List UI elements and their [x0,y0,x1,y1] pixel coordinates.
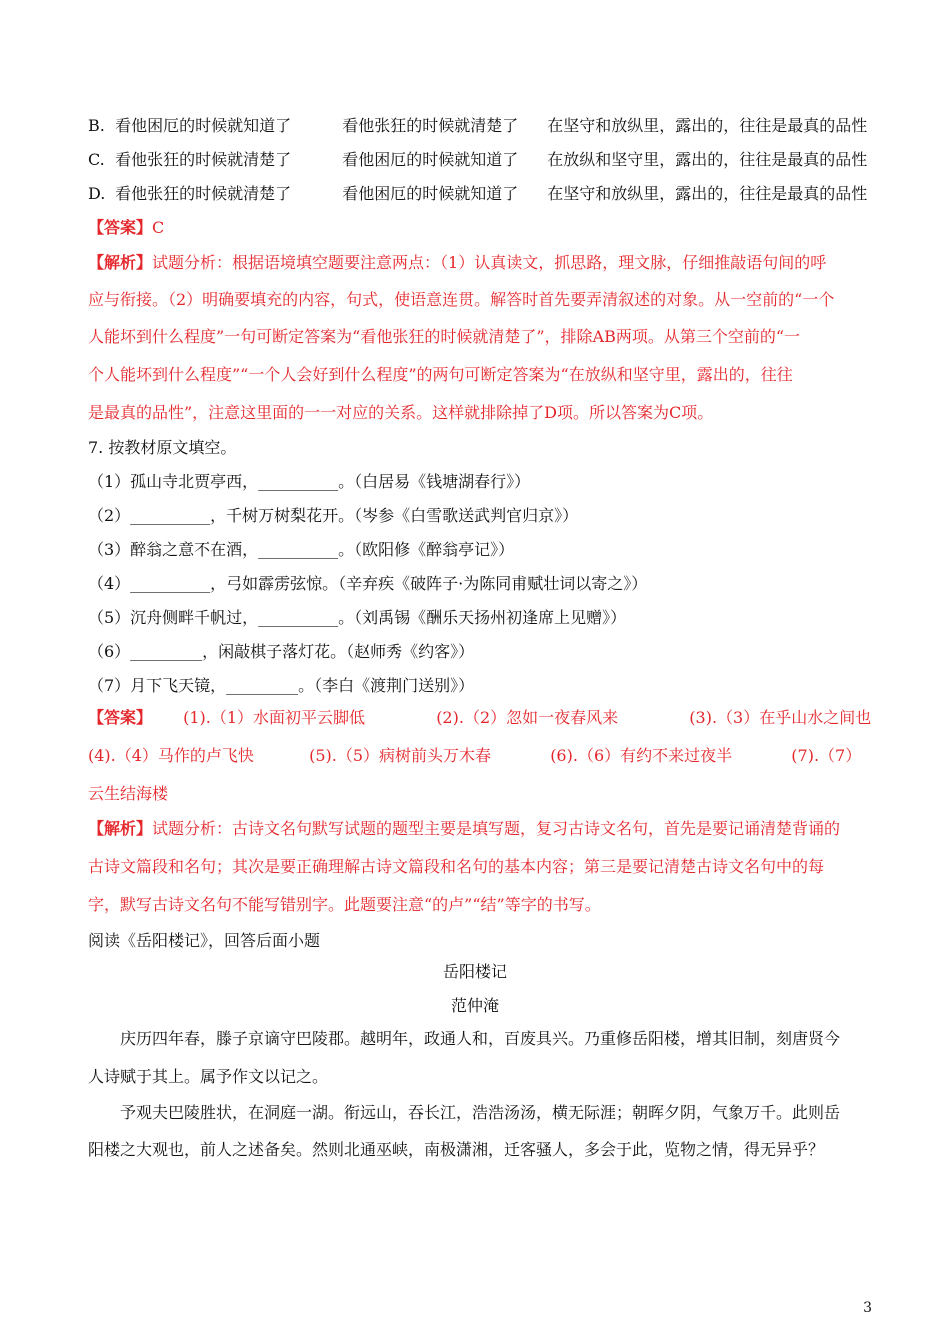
q6-analysis-line: 应与衔接。（2）明确要填充的内容，句式，使语意连贯。解答时首先要弄清叙述的对象。从一空前的“一个 [88,290,835,309]
q7-analysis-line [88,819,868,839]
q7-answer-row [88,708,872,728]
answer-item: (5).（5）病树前头万木春 [309,746,492,765]
option-part-1: 看他张狂的时候就清楚了 [115,150,292,169]
q7-item: （6）_________，闲敲棋子落灯花。（赵师秀《约客》） [88,642,475,661]
answer-value: C [152,218,165,237]
q7-item: （2）__________，千树万树梨花开。（岑参《白雪歌送武判官归京》） [88,506,579,525]
q7-item: （1）孤山寺北贾亭西，__________。（白居易《钱塘湖春行》） [88,472,531,491]
q7-item: （5）沉舟侧畔千帆过，__________。（刘禹锡《酬乐天扬州初逢席上见赠》） [88,608,627,627]
passage-line: 阳楼之大观也，前人之述备矣。然则北通巫峡，南极潇湘，迁客骚人，多会于此，览物之情，得无异乎？ [88,1140,825,1159]
option-part-2: 看他困厄的时候就知道了 [342,184,519,203]
answer-item: (7).（7） [791,746,862,765]
analysis-text: 试题分析：根据语境填空题要注意两点：（1）认真读文，抓思路，理文脉，仔细推敲语句间的呼 [152,253,827,272]
answer-item: (3).（3）在乎山水之间也 [689,708,872,727]
passage-line: 予观夫巴陵胜状，在洞庭一湖。衔远山，吞长江，浩浩汤汤，横无际涯；朝晖夕阴，气象万千。此则岳 [120,1103,841,1122]
answer-tag: 【答案】 [88,218,153,237]
option-part-1: 看他困厄的时候就知道了 [115,116,292,135]
option-c [88,150,868,170]
option-part-3: 在放纵和坚守里，露出的，往往是最真的品性 [547,150,868,169]
q6-analysis-line [88,253,868,273]
answer-item: (4).（4）马作的卢飞快 [88,746,254,765]
q7-answer-row [88,746,868,766]
option-b [88,116,868,136]
passage-line: 庆历四年春，滕子京谪守巴陵郡。越明年，政通人和，百废具兴。乃重修岳阳楼，增其旧制，刻唐贤今 [120,1029,841,1048]
q7-item: （4）__________，弓如霹雳弦惊。（辛弃疾《破阵子·为陈同甫赋壮词以寄之》） [88,574,648,593]
q6-analysis-line: 是最真的品性”，注意这里面的一一对应的关系。这样就排除掉了D项。所以答案为C项。 [88,403,714,422]
answer-tag: 【答案】 [88,708,153,727]
q7-analysis-line: 字，默写古诗文名句不能写错别字。此题要注意“的卢”“结”等字的书写。 [88,895,601,914]
option-part-1: 看他张狂的时候就清楚了 [115,184,292,203]
analysis-tag: 【解析】 [88,819,153,838]
q6-analysis-line: 个人能坏到什么程度”“一个人会好到什么程度”的两句可断定答案为“在放纵和坚守里，露出的，往往 [88,365,793,384]
reading-intro: 阅读《岳阳楼记》，回答后面小题 [88,931,321,950]
q6-analysis-line: 人能坏到什么程度”一句可断定答案为“看他张狂的时候就清楚了”，排除AB两项。从第三个空前的“一 [88,327,801,346]
option-label: D. [88,184,106,203]
answer-item: (1).（1）水面初平云脚低 [183,708,366,727]
option-label: B. [88,116,105,135]
analysis-text: 试题分析：古诗文名句默写试题的题型主要是填写题，复习古诗文名句，首先是要记诵清楚背诵的 [152,819,841,838]
passage-title: 岳阳楼记 [442,962,507,981]
answer-item: (6).（6）有约不来过夜半 [550,746,733,765]
q7-item: （7）月下飞天镜，_________。（李白《渡荆门送别》） [88,676,475,695]
q7-title: 7. 按教材原文填空。 [88,438,237,457]
q6-answer [88,218,868,238]
passage-line: 人诗赋于其上。属予作文以记之。 [88,1067,329,1086]
q7-answer-continued: 云生结海楼 [88,784,169,803]
answer-item: (2).（2）忽如一夜春风来 [436,708,619,727]
option-part-2: 看他张狂的时候就清楚了 [342,116,519,135]
analysis-tag: 【解析】 [88,253,153,272]
q7-item: （3）醉翁之意不在酒，__________。（欧阳修《醉翁亭记》） [88,540,515,559]
option-d [88,184,868,204]
option-part-3: 在坚守和放纵里，露出的，往往是最真的品性 [547,184,868,203]
option-part-2: 看他困厄的时候就知道了 [342,150,519,169]
option-part-3: 在坚守和放纵里，露出的，往往是最真的品性 [547,116,868,135]
passage-author: 范仲淹 [450,996,499,1015]
q7-analysis-line: 古诗文篇段和名句；其次是要正确理解古诗文篇段和名句的基本内容；第三是要记清楚古诗文名句中的每 [88,857,825,876]
page-number: 3 [863,1300,872,1316]
option-label: C. [88,150,105,169]
